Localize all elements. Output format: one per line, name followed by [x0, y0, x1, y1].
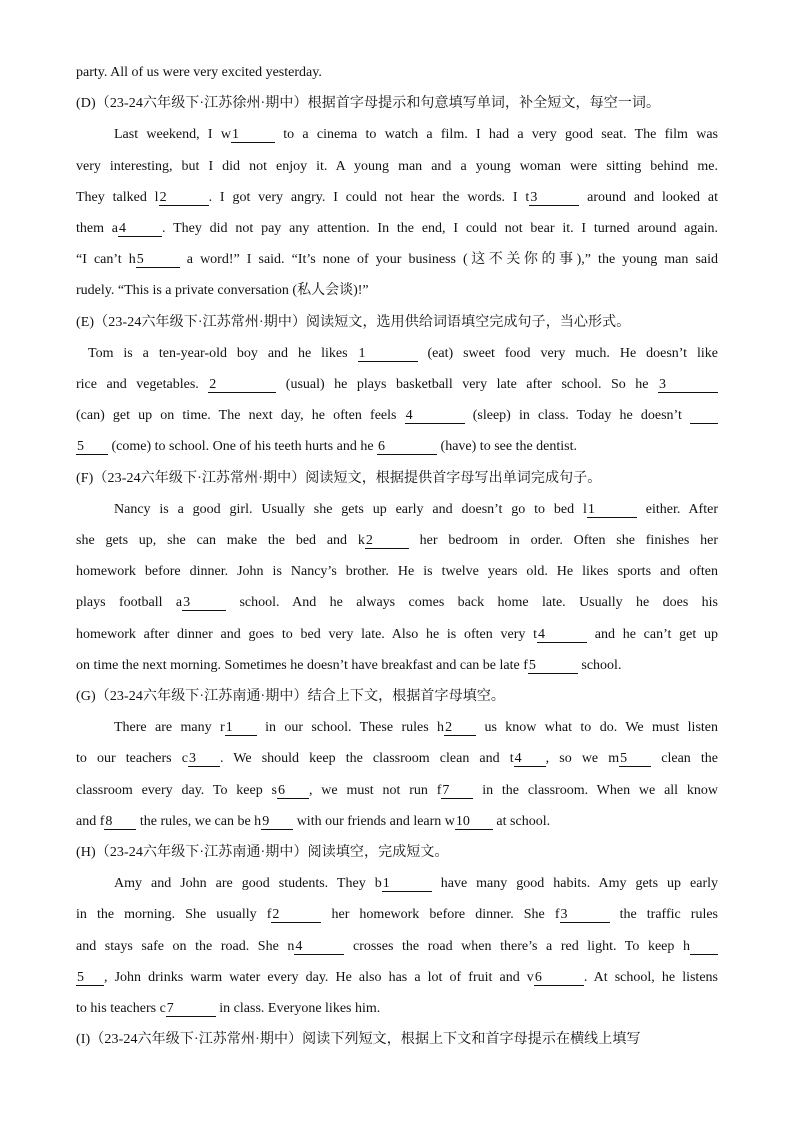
answer-blank[interactable] [690, 408, 718, 424]
answer-blank[interactable]: 7 [166, 1001, 216, 1017]
section-e-line: 5 (come) to school. One of his teeth hurts and he 6 (have) to see the dentist. [77, 439, 577, 455]
section-e-line: Tom is a ten-year-old boy and he likes 1 (eat) sweet food very much. He doesn’t like [88, 345, 719, 361]
section-d-line: “I can’t h5 a word!” I said. “It’s none of your business (这不关你的事),” the young man said [76, 252, 718, 268]
answer-blank[interactable]: 2 [159, 190, 209, 206]
answer-blank[interactable]: 6 [377, 439, 437, 455]
answer-blank[interactable]: 5 [528, 658, 578, 674]
answer-blank[interactable]: 3 [188, 751, 220, 767]
answer-blank[interactable]: 1 [587, 502, 637, 518]
section-f-line: on time the next morning. Sometimes he doesn’t have breakfast and can be late f5 school. [76, 657, 622, 673]
answer-blank[interactable]: 5 [76, 970, 104, 986]
answer-blank[interactable]: 4 [118, 221, 162, 237]
section-f-line: homework before dinner. John is Nancy’s brother. He is twelve years old. He likes sports and often [76, 564, 718, 580]
answer-blank[interactable]: 4 [294, 939, 344, 955]
answer-blank[interactable]: 9 [261, 814, 293, 830]
section-f-line: she gets up, she can make the bed and k2 her bedroom in order. Often she finishes her [76, 533, 718, 549]
answer-blank[interactable]: 7 [441, 783, 473, 799]
answer-blank[interactable]: 8 [104, 814, 136, 830]
section-f-line: Nancy is a good girl. Usually she gets up early and doesn’t go to bed l1 either. After [114, 501, 718, 517]
paragraph-continuation: party. All of us were very excited yesterday. [76, 65, 322, 80]
section-h-line: in the morning. She usually f2 her homework before dinner. She f3 the traffic rules [76, 907, 718, 923]
section-d-line: They talked l2 . I got very angry. I could not hear the words. I t3 around and looked at [76, 189, 719, 205]
answer-blank[interactable]: 1 [382, 876, 432, 892]
answer-blank[interactable]: 1 [358, 346, 418, 362]
section-d-line: them a4 . They did not pay any attention. In the end, I could not bear it. I turned around again. [76, 221, 718, 237]
answer-blank[interactable]: 5 [619, 751, 651, 767]
section-g-line: to our teachers c3 . We should keep the classroom clean and t4 , so we m5 clean the [76, 751, 719, 767]
answer-blank[interactable]: 5 [76, 439, 108, 455]
answer-blank[interactable]: 2 [444, 720, 476, 736]
answer-blank[interactable]: 2 [271, 907, 321, 923]
answer-blank[interactable]: 3 [182, 595, 226, 611]
section-h-line: to his teachers c7 in class. Everyone likes him. [76, 1001, 381, 1017]
answer-blank[interactable] [690, 939, 718, 955]
section-g-heading: (G)（23-24六年级下·江苏南通·期中）结合上下文，根据首字母填空。 [76, 689, 506, 705]
section-h-line: 5 , John drinks warm water every day. He also has a lot of fruit and v6 . At school, he listens [77, 969, 718, 985]
section-h-line: Amy and John are good students. They b1 have many good habits. Amy gets up early [114, 876, 719, 892]
section-h-heading: (H)（23-24六年级下·江苏南通·期中）阅读填空，完成短文。 [76, 845, 449, 861]
section-d-line: rudely. “This is a private conversation (私人会谈)!” [76, 283, 369, 299]
answer-blank[interactable]: 4 [537, 627, 587, 643]
section-d-line: Last weekend, I w1 to a cinema to watch a film. I had a very good seat. The film was [114, 127, 718, 143]
answer-blank[interactable]: 3 [560, 907, 610, 923]
section-f-line: plays football a3 school. And he always comes back home late. Usually he does his [76, 595, 719, 611]
answer-blank[interactable]: 5 [136, 252, 180, 268]
answer-blank[interactable]: 6 [534, 970, 584, 986]
section-g-line: classroom every day. To keep s6 , we must not run f7 in the classroom. When we all know [76, 782, 719, 798]
section-g-line: and f8 the rules, we can be h9 with our friends and learn w10 at school. [76, 813, 551, 829]
answer-blank[interactable]: 3 [529, 190, 579, 206]
answer-blank[interactable]: 2 [365, 533, 409, 549]
section-f-line: homework after dinner and goes to bed very late. Also he is often very t4 and he can’t get up [76, 626, 718, 642]
answer-blank[interactable]: 4 [405, 408, 465, 424]
answer-blank[interactable]: 4 [514, 751, 546, 767]
section-g-line: There are many r1 in our school. These rules h2 us know what to do. We must listen [114, 720, 718, 736]
section-d-heading: (D)（23-24六年级下·江苏徐州·期中）根据首字母提示和句意填写单词，补全短文，每空一词。 [76, 96, 661, 112]
answer-blank[interactable]: 1 [225, 720, 257, 736]
section-e-line: rice and vegetables. 2 (usual) he plays basketball very late after school. So he 3 [76, 369, 718, 400]
section-h-line: and stays safe on the road. She n4 crosses the road when there’s a red light. To keep h [76, 931, 718, 962]
answer-blank[interactable]: 1 [231, 127, 275, 143]
answer-blank[interactable]: 6 [277, 783, 309, 799]
answer-blank[interactable]: 2 [208, 377, 276, 393]
section-i-heading: (I)（23-24六年级下·江苏常州·期中）阅读下列短文，根据上下文和首字母提示在横线上填写 [76, 1032, 641, 1048]
section-e-line: (can) get up on time. The next day, he often feels 4 (sleep) in class. Today he doesn’t [76, 400, 718, 431]
section-d-line: very interesting, but I did not enjoy it. A young man and a young woman were sitting behind me. [76, 158, 718, 174]
answer-blank[interactable]: 3 [658, 377, 718, 393]
section-e-heading: (E)（23-24六年级下·江苏常州·期中）阅读短文，选用供给词语填空完成句子，当心形式。 [76, 314, 631, 330]
section-f-heading: (F)（23-24六年级下·江苏常州·期中）阅读短文，根据提供首字母写出单词完成句子。 [76, 470, 602, 486]
answer-blank[interactable]: 10 [455, 814, 493, 830]
document-page [76, 57, 718, 1056]
